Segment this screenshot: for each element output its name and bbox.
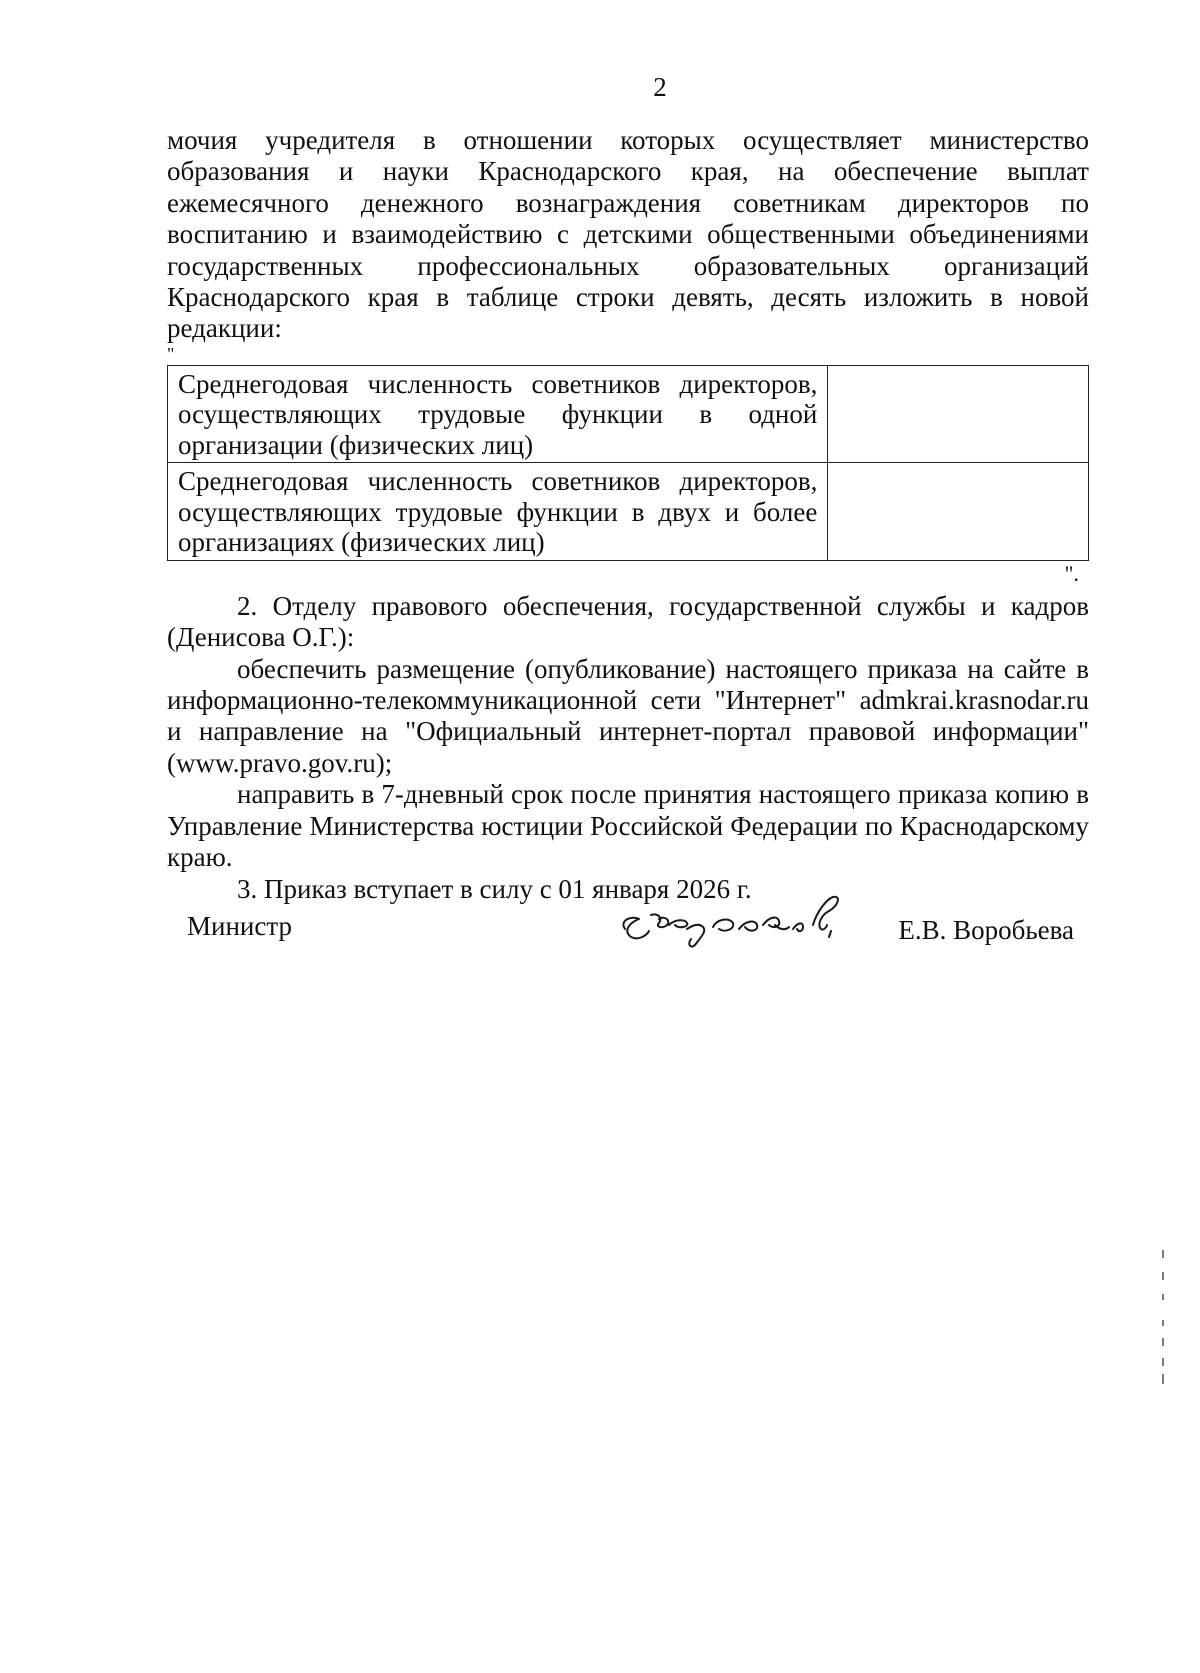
signatory-title: Министр [187,911,292,941]
signatory-name: Е.В. Воробьева [898,915,1074,945]
item-3-effective-date: 3. Приказ вступает в силу с 01 января 2026 г. [237,873,752,904]
intro-paragraph: мочия учредителя в отношении которых осуществляет министерство образования и науки Краснодарского края, на обеспечение выплат ежемесячного денежного вознаграждения советникам директоров по воспитанию и взаимодействию с детскими общественными объединениями государственных профессиональных образовательных организаций Краснодарского края в таблице строки девять, десять изложить в новой редакции: [167,125,1089,344]
item-2-heading: 2. Отделу правового обеспечения, государственной службы и кадров (Денисова О.Г.): [167,590,1089,653]
item-2-publication: обеспечить размещение (опубликование) настоящего приказа на сайте в информационно-телекоммуникационной сети "Интернет" admkrai.krasnodar.ru и направление на "Официальный интернет-портал правовой информации" (www.pravo.gov.ru); [167,653,1089,778]
table-row [168,463,1089,561]
table-row-value [828,365,1089,463]
item-2-submission: направить в 7-дневный срок после принятия настоящего приказа копию в Управление Министерства юстиции Российской Федерации по Краснодарскому краю. [167,779,1089,873]
opening-quote-mark: " [167,343,175,364]
closing-quote-mark: ". [1064,560,1079,586]
replacement-table [167,365,1089,561]
table-row-value [828,463,1089,561]
table-row [168,365,1089,463]
document-body [167,125,1089,905]
scan-edge-artifact [1160,1250,1166,1390]
page-number: 2 [653,72,667,102]
table-row-label: Среднегодовая численность советников директоров, осуществляющих трудовые функции в одной организации (физических лиц) [168,365,828,463]
table-row-label: Среднегодовая численность советников директоров, осуществляющих трудовые функции в двух и более организациях (физических лиц) [168,463,828,561]
signature-block [187,885,1087,945]
handwritten-signature [617,885,857,955]
